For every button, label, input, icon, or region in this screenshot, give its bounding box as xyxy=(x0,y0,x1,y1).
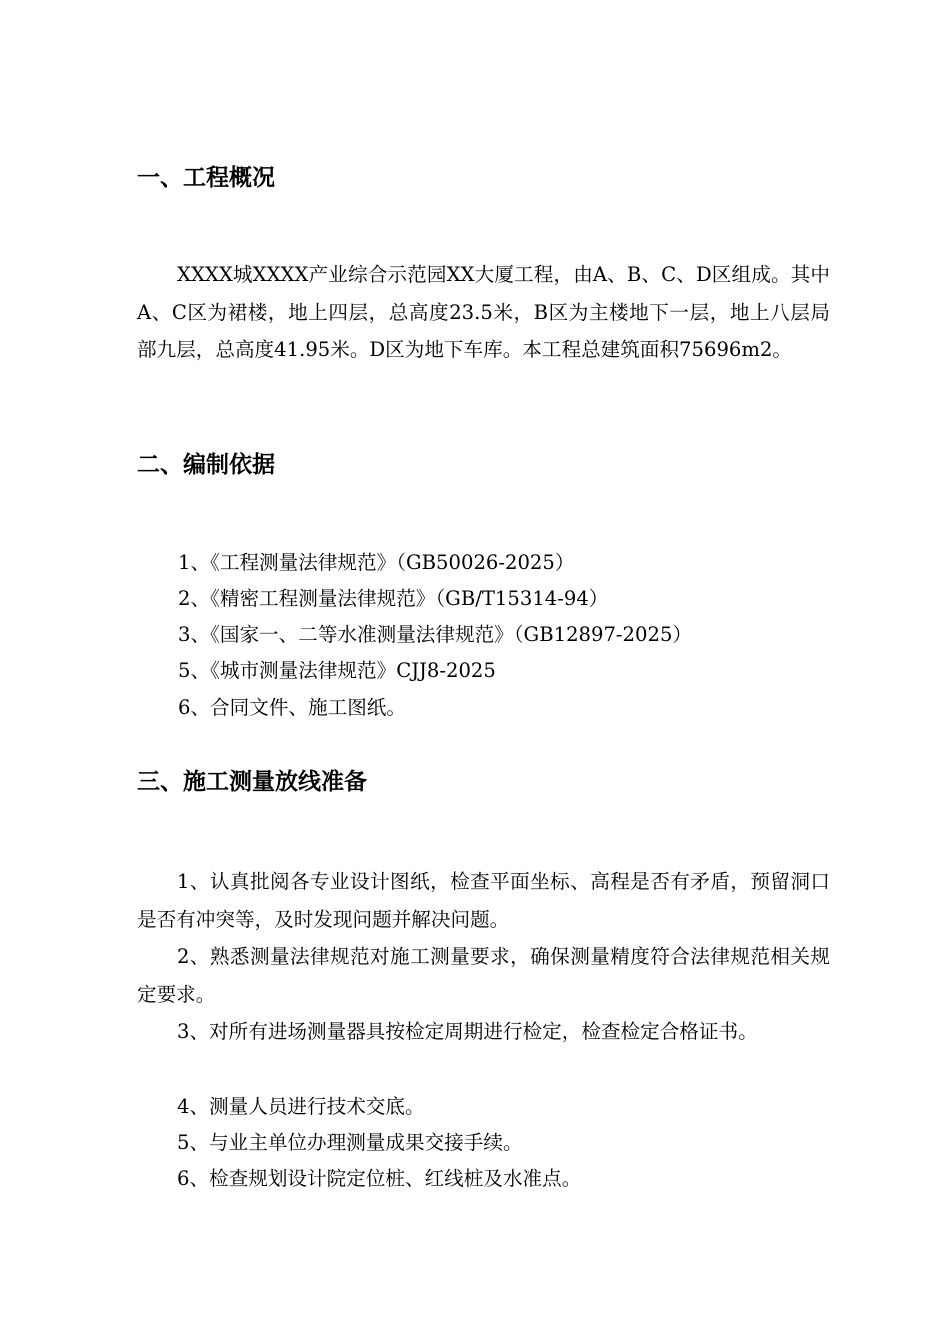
preparation-paragraph: 1、认真批阅各专业设计图纸，检查平面坐标、高程是否有矛盾，预留洞口是否有冲突等，及时发现问题并解决问题。 xyxy=(137,870,830,931)
preparation-paragraph: 5、与业主单位办理测量成果交接手续。 xyxy=(177,1131,523,1154)
basis-item: 3、《国家一、二等水准测量法律规范》（GB12897-2025） xyxy=(178,623,693,646)
preparation-paragraph: 6、检查规划设计院定位桩、红线桩及水准点。 xyxy=(177,1167,582,1190)
section-heading-project-overview: 一、工程概况 xyxy=(137,165,275,191)
project-overview-paragraph: XXXX城XXXX产业综合示范园XX大厦工程，由A、B、C、D区组成。其中A、C区为裙楼，地上四层，总高度23.5米，B区为主楼地下一层，地上八层局部九层，总高度41.95米。D区为地下车库。本工程总建筑面积75696m2。 xyxy=(137,263,830,361)
preparation-paragraph: 4、测量人员进行技术交底。 xyxy=(177,1095,425,1118)
basis-item: 2、《精密工程测量法律规范》（GB/T15314-94） xyxy=(178,587,609,610)
section-heading-survey-preparation: 三、施工测量放线准备 xyxy=(137,769,367,795)
section-heading-basis: 二、编制依据 xyxy=(137,452,275,478)
preparation-paragraph: 3、对所有进场测量器具按检定周期进行检定，检查检定合格证书。 xyxy=(177,1020,758,1043)
preparation-paragraph: 2、熟悉测量法律规范对施工测量要求，确保测量精度符合法律规范相关规定要求。 xyxy=(137,945,830,1006)
basis-item: 6、合同文件、施工图纸。 xyxy=(178,696,406,719)
basis-item: 1、《工程测量法律规范》（GB50026-2025） xyxy=(178,551,575,574)
basis-item: 5、《城市测量法律规范》CJJ8-2025 xyxy=(178,659,496,682)
